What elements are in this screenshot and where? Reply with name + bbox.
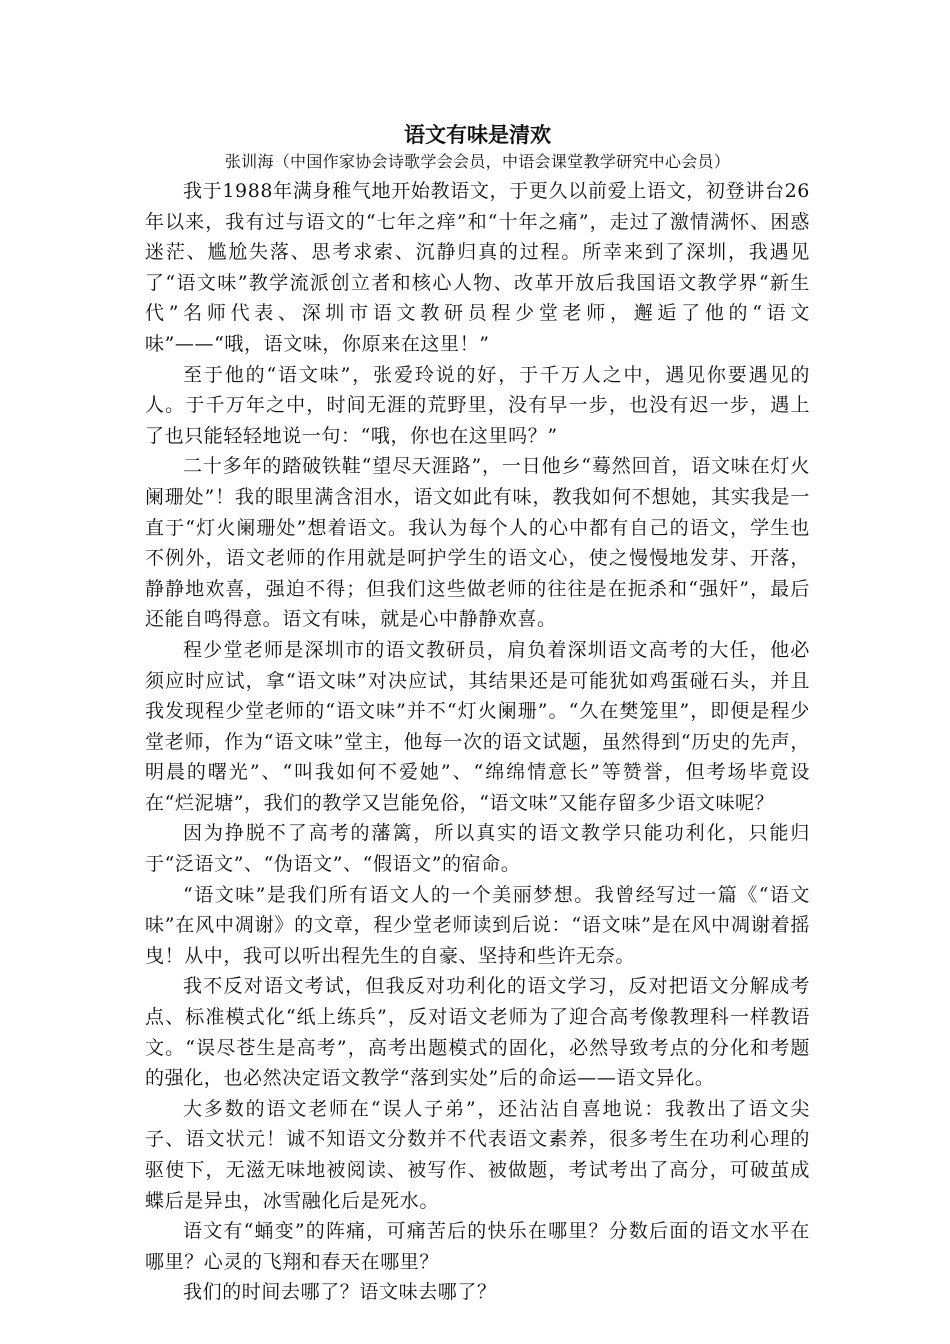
document-author: 张训海（中国作家协会诗歌学会会员，中语会课堂教学研究中心会员） xyxy=(224,152,731,171)
paragraph: 我们的时间去哪了？语文味去哪了？ xyxy=(183,1281,497,1304)
paragraph: 二十多年的踏破铁鞋“望尽天涯路”，一日他乡“蓦然回首，语文味在灯火阑珊处”！我的眼里满含泪水，语文如此有味，教我如何不想她，其实我是一直于“灯火阑珊处”想着语文。我认为每个人的心中都有自己的语文，学生也不例外，语文老师的作用就是呵护学生的语文心，使之慢慢地发芽、开落，静静地欢喜，强迫不得；但我们这些做老师的往往是在扼杀和“强奸”，最后还能自鸣得意。语文有味，就是心中静静欢喜。 xyxy=(145,455,810,631)
document-body xyxy=(145,176,810,1308)
paragraph: 因为挣脱不了高考的藩篱，所以真实的语文教学只能功利化，只能归于“泛语文”、“伪语文”、“假语文”的宿命。 xyxy=(145,822,810,876)
paragraph: 至于他的“语文味”，张爱玲说的好，于千万人之中，遇见你要遇见的人。于千万年之中，时间无涯的荒野里，没有早一步，也没有迟一步，遇上了也只能轻轻地说一句：“哦，你也在这里吗？” xyxy=(145,363,810,447)
paragraph: 程少堂老师是深圳市的语文教研员，肩负着深圳语文高考的大任，他必须应时应试，拿“语文味”对决应试，其结果还是可能犹如鸡蛋碰石头，并且我发现程少堂老师的“语文味”并不“灯火阑珊”。“久在樊笼里”，即便是程少堂老师，作为“语文味”堂主，他每一次的语文试题，虽然得到“历史的先声，明晨的曙光”、“叫我如何不爱她”、“绵绵情意长”等赞誉，但考场毕竟设在“烂泥塘”，我们的教学又岂能免俗，“语文味”又能存留多少语文味呢？ xyxy=(145,638,810,814)
paragraph: 我于1988年满身稚气地开始教语文，于更久以前爱上语文，初登讲台26年以来，我有过与语文的“七年之痒”和“十年之痛”，走过了激情满怀、困惑迷茫、尴尬失落、思考求索、沉静归真的过程。所幸来到了深圳，我遇见了“语文味”教学流派创立者和核心人物、改革开放后我国语文教学界“新生代”名师代表、深圳市语文教研员程少堂老师，邂逅了他的“语文味”——“哦，语文味，你原来在这里！” xyxy=(145,180,810,355)
paragraph: 大多数的语文老师在“误人子弟”，还沾沾自喜地说：我教出了语文尖子、语文状元！诚不知语文分数并不代表语文素养，很多考生在功利心理的驱使下，无滋无味地被阅读、被写作、被做题，考试考出了高分，可破茧成蝶后是异虫，冰雪融化后是死水。 xyxy=(145,1097,810,1212)
paragraph: 语文有“蛹变”的阵痛，可痛苦后的快乐在哪里？分数后面的语文水平在哪里？心灵的飞翔和春天在哪里？ xyxy=(145,1220,810,1273)
paragraph: 我不反对语文考试，但我反对功利化的语文学习，反对把语文分解成考点、标准模式化“纸上练兵”，反对语文老师为了迎合高考像教理科一样教语文。“误尽苍生是高考”，高考出题模式的固化，必然导致考点的分化和考题的强化，也必然决定语文教学“落到实处”后的命运——语文异化。 xyxy=(145,975,810,1090)
document-page xyxy=(145,120,810,1308)
paragraph: “语文味”是我们所有语文人的一个美丽梦想。我曾经写过一篇《“语文味”在风中凋谢》的文章，程少堂老师读到后说：“语文味”是在风中凋谢着摇曳！从中，我可以听出程先生的自豪、坚持和些许无奈。 xyxy=(145,883,810,967)
document-title: 语文有味是清欢 xyxy=(404,123,551,147)
